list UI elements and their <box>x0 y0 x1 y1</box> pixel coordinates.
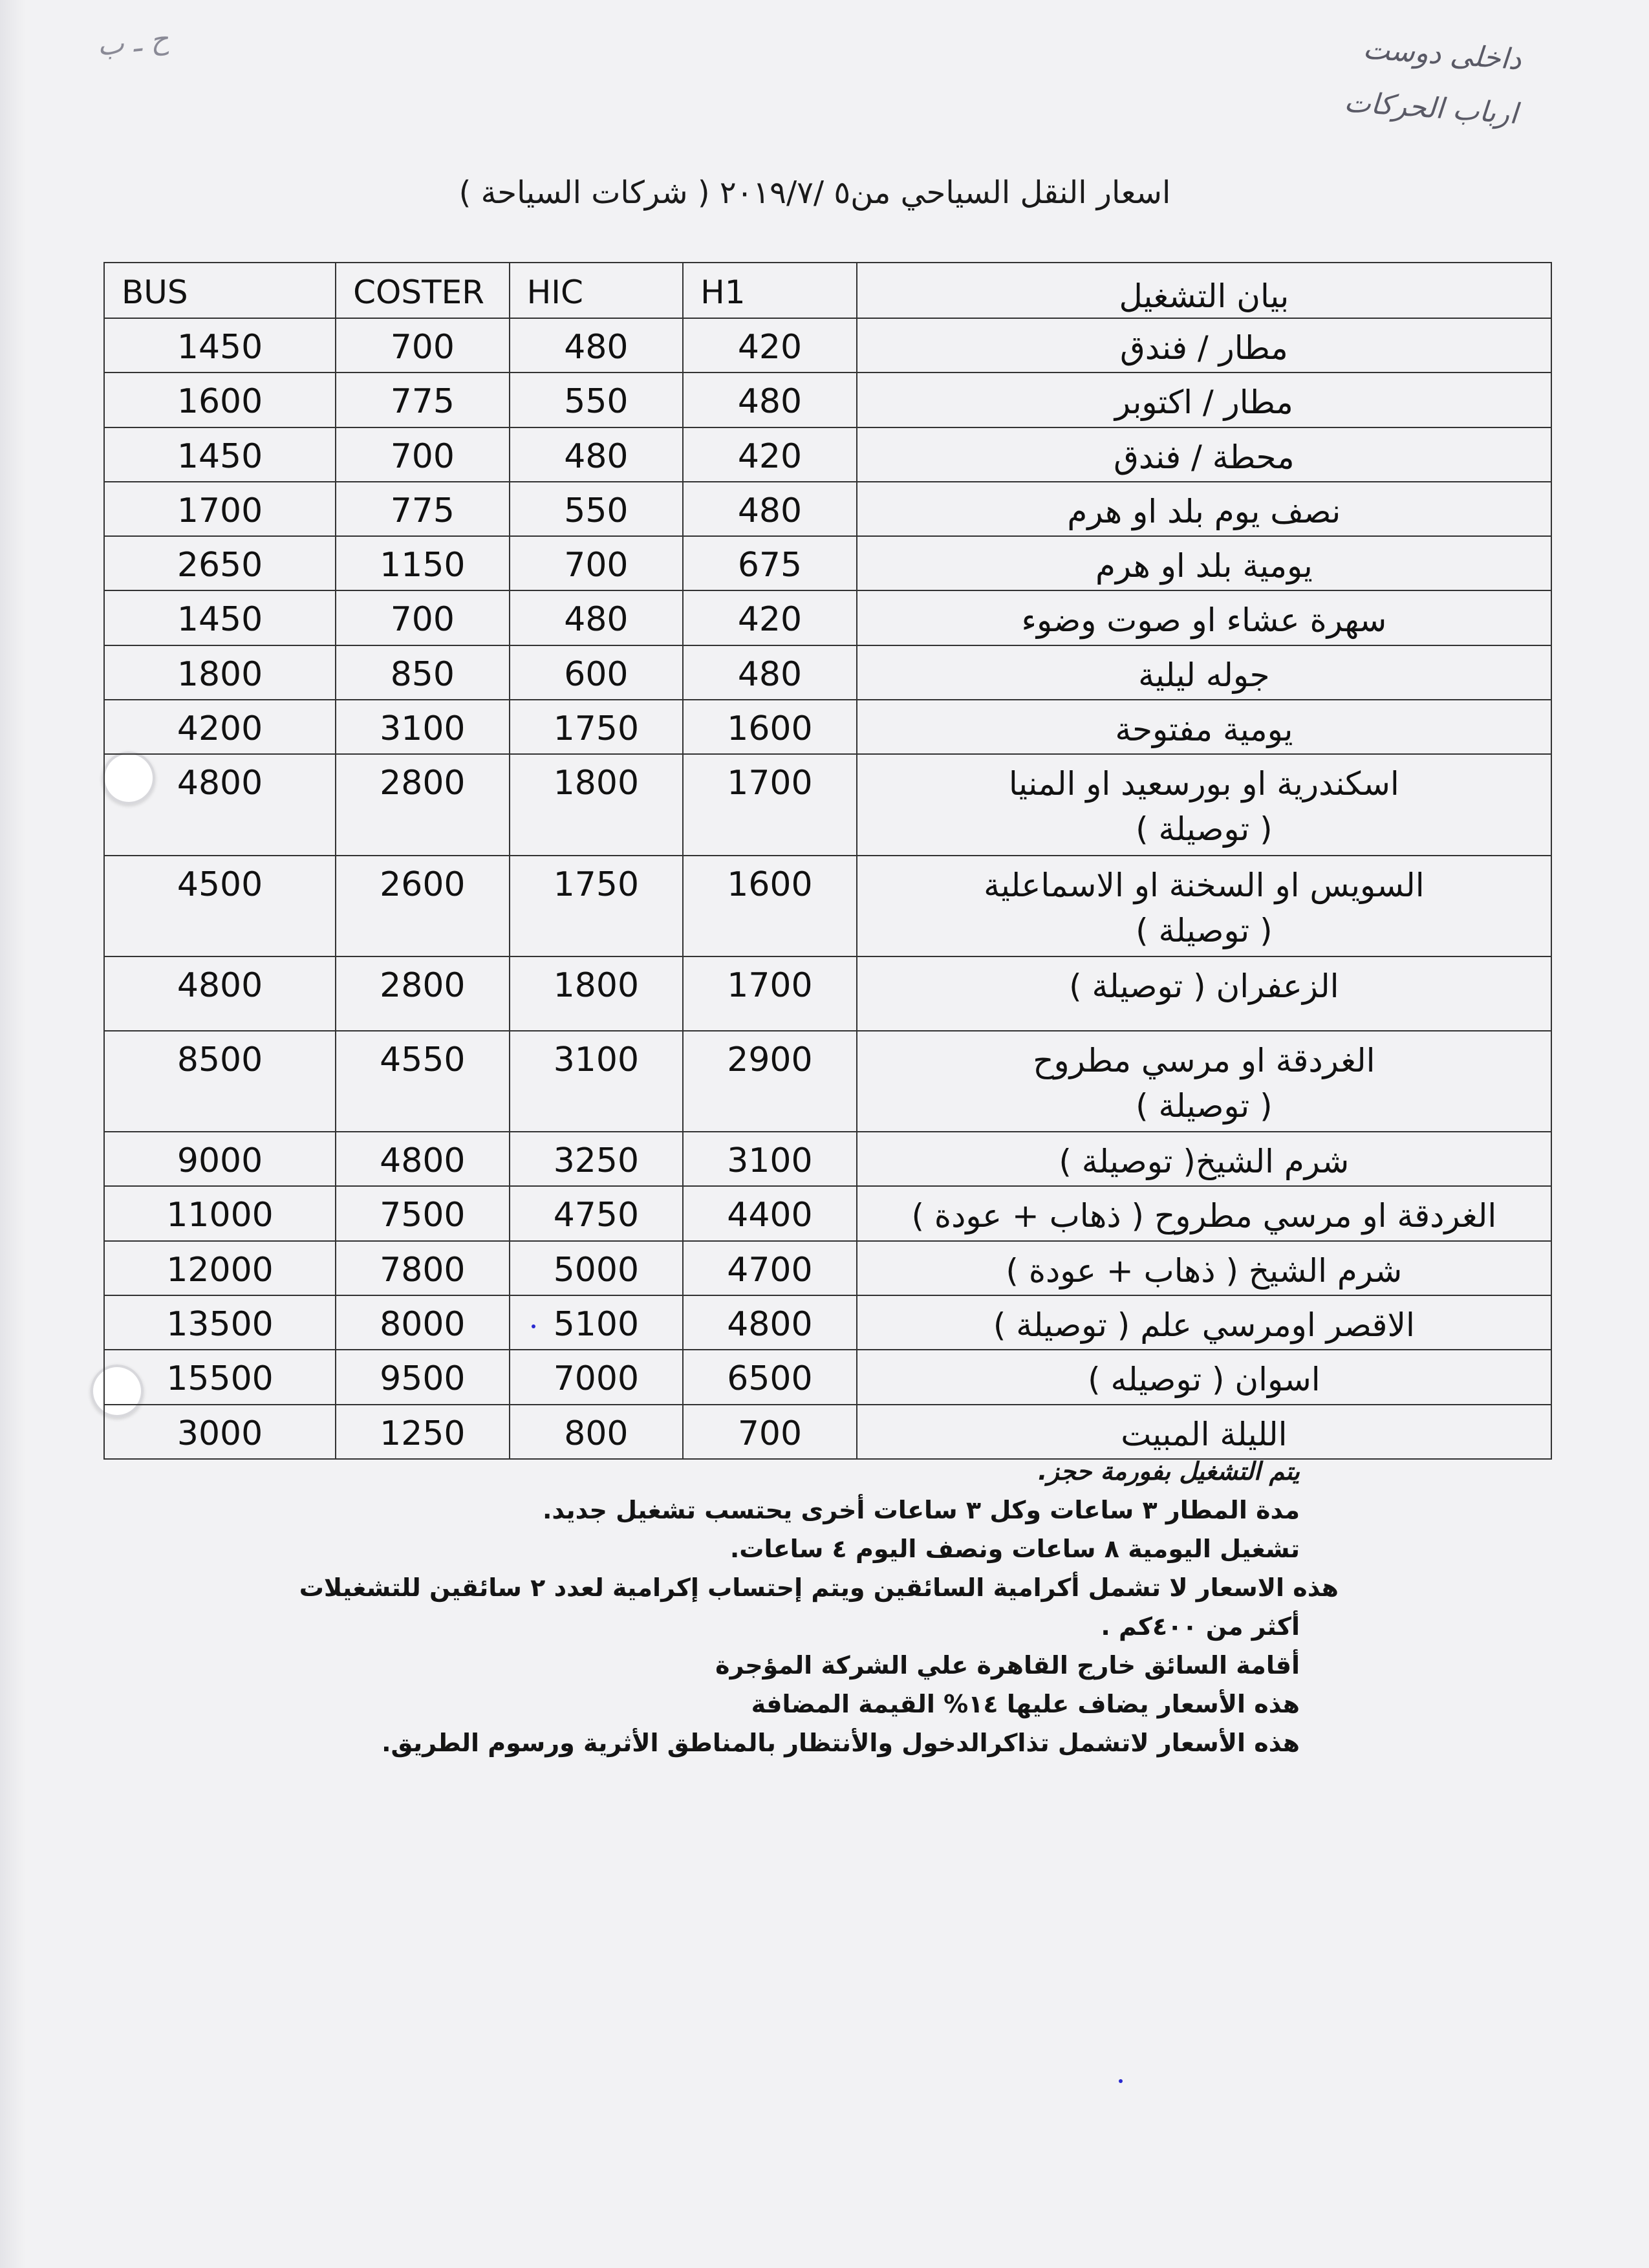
cell-description <box>857 956 1551 1031</box>
cell-hic: 600 <box>510 645 684 700</box>
cell-bus: 1450 <box>104 590 336 645</box>
cell-description <box>857 373 1551 427</box>
description-text: الغردقة او مرسي مطروح <box>1033 1041 1375 1079</box>
cell-bus: 13500 <box>104 1295 336 1350</box>
header-coster: COSTER <box>336 263 510 318</box>
cell-bus: 4800 <box>104 754 336 855</box>
table-row <box>104 1295 1551 1350</box>
cell-coster: 1250 <box>336 1405 510 1459</box>
description-text: مطار / اكتوبر <box>1114 383 1293 422</box>
cell-coster: 4800 <box>336 1132 510 1186</box>
note-line: أقامة السائق خارج القاهرة علي الشركة المؤجرة <box>715 1651 1300 1679</box>
cell-h1: 420 <box>683 427 857 482</box>
cell-description <box>857 700 1551 754</box>
cell-h1: 480 <box>683 645 857 700</box>
ink-mark <box>532 1324 535 1328</box>
notes-section <box>272 1452 1339 1762</box>
table-row <box>104 1350 1551 1404</box>
cell-bus: 1800 <box>104 645 336 700</box>
cell-hic: 1800 <box>510 956 684 1031</box>
cell-coster: 700 <box>336 427 510 482</box>
cell-h1: 2900 <box>683 1031 857 1132</box>
cell-description <box>857 1132 1551 1186</box>
cell-h1: 420 <box>683 318 857 373</box>
cell-h1: 6500 <box>683 1350 857 1404</box>
description-text: شرم الشيخ( توصيلة ) <box>1059 1143 1350 1181</box>
cell-coster: 4550 <box>336 1031 510 1132</box>
cell-hic: 5100 <box>510 1295 684 1350</box>
handwritten-note-line: ارباب الحرکات <box>1342 85 1519 131</box>
header-bus: BUS <box>104 263 336 318</box>
cell-bus: 8500 <box>104 1031 336 1132</box>
cell-hic: 700 <box>510 536 684 590</box>
description-text: الغردقة او مرسي مطروح ( ذهاب + عودة ) <box>911 1197 1497 1235</box>
cell-coster: 7800 <box>336 1241 510 1295</box>
cell-coster: 2800 <box>336 754 510 855</box>
description-text: مطار / فندق <box>1119 329 1288 367</box>
cell-hic: 800 <box>510 1405 684 1459</box>
cell-coster: 8000 <box>336 1295 510 1350</box>
corner-handwritten-mark: ح ـ ب <box>95 22 171 63</box>
cell-hic: 3100 <box>510 1031 684 1132</box>
description-text: شرم الشيخ ( ذهاب + عودة ) <box>1006 1251 1403 1290</box>
cell-bus: 4800 <box>104 956 336 1031</box>
cell-description <box>857 482 1551 536</box>
page-edge <box>0 0 26 2268</box>
description-text: محطة / فندق <box>1114 438 1295 476</box>
note-line: تشغيل اليومية ٨ ساعات ونصف اليوم ٤ ساعات. <box>729 1535 1300 1563</box>
cell-h1: 4800 <box>683 1295 857 1350</box>
table-row <box>104 645 1551 700</box>
cell-bus: 9000 <box>104 1132 336 1186</box>
cell-hic: 1800 <box>510 754 684 855</box>
cell-description <box>857 1241 1551 1295</box>
description-text: الاقصر اومرسي علم ( توصيلة ) <box>993 1306 1415 1344</box>
description-text-line2: ( توصيلة ) <box>1136 810 1273 848</box>
note-line: أكثر من ٤٠٠كم . <box>1101 1612 1300 1641</box>
price-table-container <box>103 262 1552 1460</box>
cell-hic: 7000 <box>510 1350 684 1404</box>
cell-bus: 1700 <box>104 482 336 536</box>
cell-coster: 850 <box>336 645 510 700</box>
cell-description <box>857 754 1551 855</box>
cell-description <box>857 427 1551 482</box>
table-header-row <box>104 263 1551 318</box>
price-table <box>103 262 1552 1460</box>
note-line: هذه الأسعار لاتشمل تذاكرالدخول والأنتظار بالمناطق الأثرية ورسوم الطريق. <box>382 1729 1300 1757</box>
cell-bus: 4200 <box>104 700 336 754</box>
description-text: اسوان ( توصيله ) <box>1088 1361 1320 1399</box>
cell-coster: 700 <box>336 318 510 373</box>
cell-hic: 3250 <box>510 1132 684 1186</box>
cell-hic: 480 <box>510 590 684 645</box>
cell-h1: 700 <box>683 1405 857 1459</box>
cell-bus: 1450 <box>104 318 336 373</box>
cell-description <box>857 1186 1551 1240</box>
cell-bus: 2650 <box>104 536 336 590</box>
description-text: اسكندرية او بورسعيد او المنيا <box>1008 765 1399 803</box>
cell-h1: 1700 <box>683 956 857 1031</box>
table-row <box>104 482 1551 536</box>
description-text: يومية مفتوحة <box>1115 710 1293 748</box>
cell-description <box>857 645 1551 700</box>
cell-h1: 675 <box>683 536 857 590</box>
cell-bus: 15500 <box>104 1350 336 1404</box>
note-line: مدة المطار ٣ ساعات وكل ٣ ساعات أخرى يحتسب تشغيل جديد. <box>542 1496 1300 1524</box>
cell-hic: 480 <box>510 427 684 482</box>
document-title: اسعار النقل السياحي من٥ /٢٠١٩/٧ ( شركات السياحة ) <box>458 175 1171 211</box>
handwritten-note-line: داخلی دوست <box>1362 32 1523 77</box>
description-text: يومية بلد او هرم <box>1095 547 1313 585</box>
table-row <box>104 373 1551 427</box>
cell-hic: 550 <box>510 373 684 427</box>
cell-h1: 1700 <box>683 754 857 855</box>
table-row <box>104 590 1551 645</box>
cell-description <box>857 318 1551 373</box>
cell-hic: 550 <box>510 482 684 536</box>
cell-bus: 11000 <box>104 1186 336 1240</box>
cell-h1: 420 <box>683 590 857 645</box>
header-h1: H1 <box>683 263 857 318</box>
cell-coster: 7500 <box>336 1186 510 1240</box>
table-row <box>104 1241 1551 1295</box>
ink-mark <box>1119 2079 1123 2083</box>
table-row <box>104 427 1551 482</box>
cell-coster: 2600 <box>336 856 510 956</box>
note-line: يتم التشغيل بفورمة حجز. <box>1037 1457 1300 1485</box>
table-row <box>104 1132 1551 1186</box>
cell-hic: 480 <box>510 318 684 373</box>
table-row <box>104 700 1551 754</box>
cell-hic: 4750 <box>510 1186 684 1240</box>
description-text: نصف يوم بلد او هرم <box>1067 492 1341 530</box>
table-row <box>104 318 1551 373</box>
cell-description <box>857 1295 1551 1350</box>
table-row <box>104 1031 1551 1132</box>
cell-h1: 4400 <box>683 1186 857 1240</box>
table-row <box>104 1186 1551 1240</box>
cell-description <box>857 536 1551 590</box>
header-hic: HIC <box>510 263 684 318</box>
cell-h1: 480 <box>683 482 857 536</box>
cell-coster: 775 <box>336 482 510 536</box>
description-text-line2: ( توصيلة ) <box>1136 1086 1273 1125</box>
cell-bus: 3000 <box>104 1405 336 1459</box>
cell-hic: 5000 <box>510 1241 684 1295</box>
cell-description <box>857 590 1551 645</box>
cell-description <box>857 1350 1551 1404</box>
table-row <box>104 956 1551 1031</box>
note-line: هذه الاسعار لا تشمل أكرامية السائقين ويتم إحتساب إكرامية لعدد ٢ سائقين للتشغيلات <box>299 1573 1339 1602</box>
description-text-line2: ( توصيلة ) <box>1136 911 1273 949</box>
cell-h1: 1600 <box>683 856 857 956</box>
cell-coster: 700 <box>336 590 510 645</box>
cell-description <box>857 1031 1551 1132</box>
cell-description <box>857 856 1551 956</box>
table-body <box>104 318 1551 1459</box>
cell-coster: 9500 <box>336 1350 510 1404</box>
cell-coster: 1150 <box>336 536 510 590</box>
description-text: الزعفران ( توصيلة ) <box>1069 967 1339 1005</box>
cell-bus: 1450 <box>104 427 336 482</box>
table-row <box>104 856 1551 956</box>
cell-bus: 4500 <box>104 856 336 956</box>
cell-h1: 1600 <box>683 700 857 754</box>
cell-h1: 480 <box>683 373 857 427</box>
description-text: الليلة المبيت <box>1121 1415 1288 1453</box>
cell-coster: 775 <box>336 373 510 427</box>
cell-bus: 1600 <box>104 373 336 427</box>
table-row <box>104 1405 1551 1459</box>
cell-h1: 3100 <box>683 1132 857 1186</box>
cell-hic: 1750 <box>510 856 684 956</box>
handwritten-note <box>1310 19 1524 142</box>
cell-bus: 12000 <box>104 1241 336 1295</box>
note-line: هذه الأسعار يضاف عليها ١٤% القيمة المضافة <box>751 1690 1300 1718</box>
cell-description <box>857 1405 1551 1459</box>
header-description: بيان التشغيل <box>857 263 1551 318</box>
cell-hic: 1750 <box>510 700 684 754</box>
cell-h1: 4700 <box>683 1241 857 1295</box>
description-text: السويس او السخنة او الاسماعلية <box>984 866 1425 904</box>
cell-coster: 2800 <box>336 956 510 1031</box>
description-text: جوله ليلية <box>1138 656 1270 694</box>
cell-coster: 3100 <box>336 700 510 754</box>
table-row <box>104 754 1551 855</box>
table-row <box>104 536 1551 590</box>
description-text: سهرة عشاء او صوت وضوء <box>1021 601 1387 640</box>
